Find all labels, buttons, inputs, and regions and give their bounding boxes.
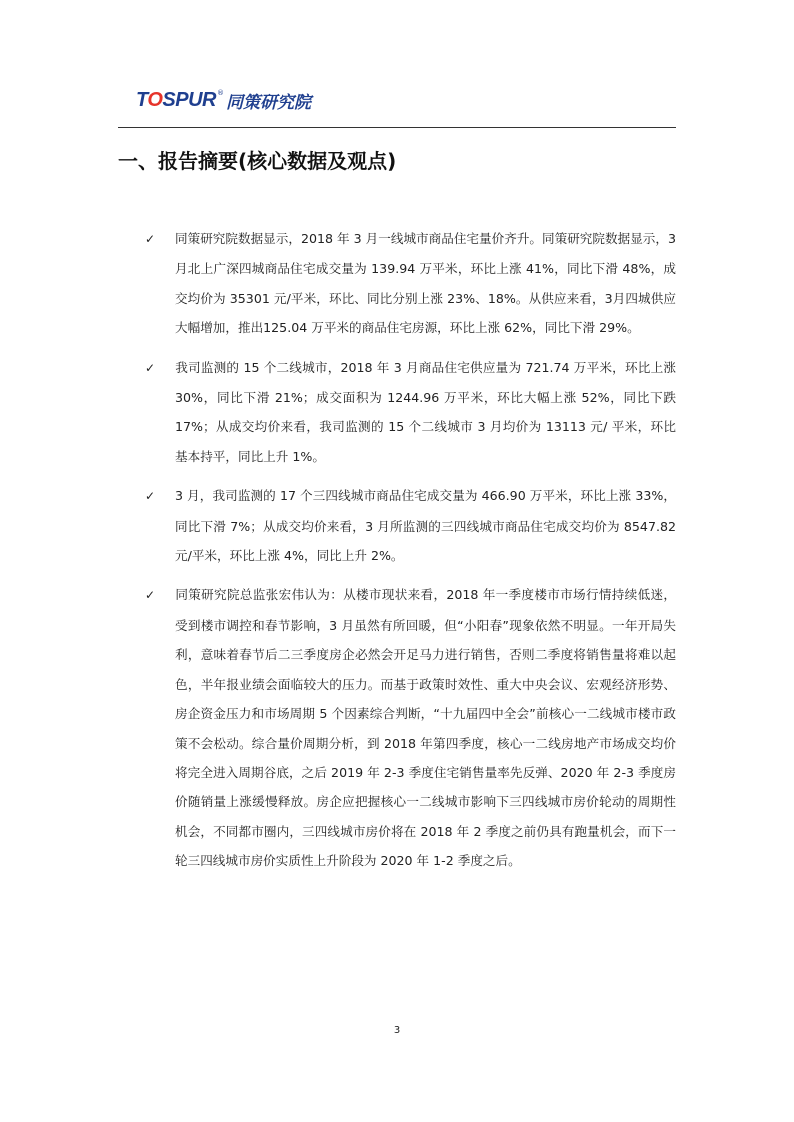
bullet-text: 同策研究院数据显示，2018 年 3 月一线城市商品住宅量价齐升。同策研究院数据显示，3 月北上广深四城商品住宅成交量为 139.94 万平米，环比上涨 41%，同比下滑 48%，成交均价为 35301 元/平米，环比、同比分别上涨 23%、18%。从供应来看，3月四城供应大幅增加，推出125.04 万平米的商品住宅房源，环比上涨 62%，同比下滑 29%。 — [175, 231, 676, 336]
check-mark-icon: ✓ — [145, 588, 156, 603]
bullet-text: 我司监测的 15 个二线城市，2018 年 3 月商品住宅供应量为 721.74 万平米，环比上涨 30%，同比下滑 21%；成交面积为 1244.96 万平米，环比大幅上涨 52%，同比下跌 17%；从成交均价来看，我司监测的 15 个二线城市 3 月均价为 13113 元/ 平米，环比基本持平，同比上升 1%。 — [175, 359, 676, 464]
summary-bullet-2 — [145, 353, 676, 472]
bullet-text: 同策研究院总监张宏伟认为：从楼市现状来看，2018 年一季度楼市市场行情持续低迷，受到楼市调控和春节影响，3 月虽然有所回暖，但“小阳春”现象依然不明显。一年开局失利，意味着春节后二三季度房企必然会开足马力进行销售，否则二季度将销售量将难以起色，半年报业绩会面临较大的压力。而基于政策时效性、重大中央会议、宏观经济形势、房企资金压力和市场周期 5 个因素综合判断，“十九届四中全会”前核心一二线城市楼市政策不会松动。综合量价周期分析，到 2018 年第四季度，核心一二线房地产市场成交均价将完全进入周期谷底，之后 2019 年 2-3 季度住宅销售量率先反弹、2020 年 2-3 季度房价随销量上涨缓慢释放。房企应把握核心一二线城市影响下三四线城市房价轮动的周期性机会，不同都市圈内，三四线城市房价将在 2018 年 2 季度之前仍具有跑量机会，而下一轮三四线城市房价实质性上升阶段为 2020 年 1-2 季度之后。 — [175, 587, 676, 869]
bullet-text: 3 月，我司监测的 17 个三四线城市商品住宅成交量为 466.90 万平米，环比上涨 33%，同比下滑 7%；从成交均价来看，3 月所监测的三四线城市商品住宅成交均价为 8547.82 元/平米，环比上涨 4%，同比上升 2%。 — [175, 488, 676, 564]
summary-bullet-1 — [145, 224, 676, 343]
check-mark-icon: ✓ — [145, 360, 156, 375]
summary-bullet-4 — [145, 580, 676, 875]
summary-bullet-list — [145, 224, 676, 886]
logo-chinese-text: 同策研究院 — [226, 92, 311, 113]
summary-bullet-3 — [145, 481, 676, 570]
page-number: 3 — [393, 1025, 401, 1036]
section-title: 一、报告摘要(核心数据及观点) — [118, 149, 397, 173]
company-logo — [136, 86, 311, 114]
header-divider — [118, 127, 676, 128]
registered-mark: ® — [217, 89, 224, 97]
check-mark-icon: ✓ — [145, 232, 156, 246]
check-mark-icon: ✓ — [145, 489, 156, 504]
logo-brand-text: TOSPUR — [136, 88, 216, 111]
